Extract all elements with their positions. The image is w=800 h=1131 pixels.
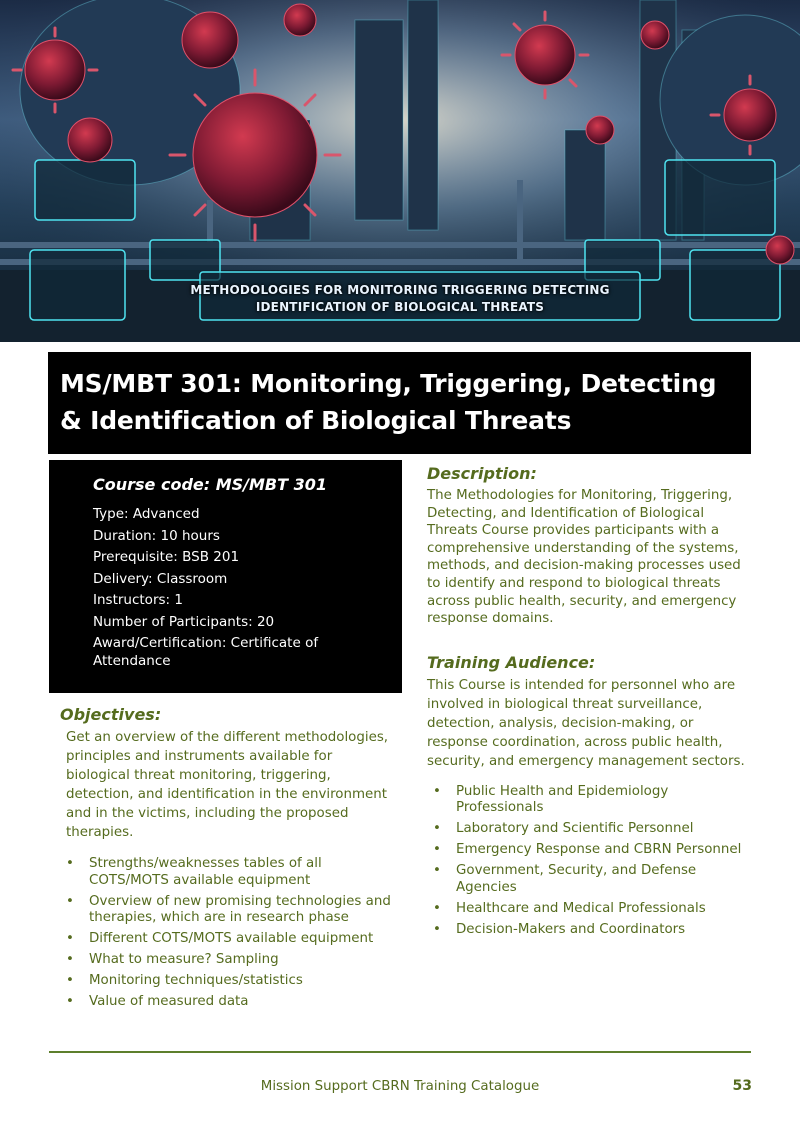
course-info-box xyxy=(49,460,402,693)
bullet-icon: • xyxy=(66,856,74,871)
training-audience-list xyxy=(427,784,757,939)
objectives-text: Get an overview of the different methodologies, principles and instruments available for biological threat monitoring, triggering, detection, and identification in the environment and in the victims, including the proposed therapies. xyxy=(66,730,389,840)
list-item: • Emergency Response and CBRN Personnel xyxy=(433,842,742,858)
course-code: Course code: MS/MBT 301 xyxy=(93,475,327,494)
training-audience-text: This Course is intended for personnel who are involved in biological threat surveillance, detection, analysis, decision-making, or response coordination, across public health, security, and emergency management sectors. xyxy=(427,677,745,769)
bullet-icon: • xyxy=(433,821,441,837)
bullet-icon: • xyxy=(433,900,441,916)
info-delivery: Delivery: Classroom xyxy=(93,570,228,587)
list-item: • Public Health and Epidemiology Professionals xyxy=(433,783,669,816)
bullet-icon: • xyxy=(66,931,74,946)
training-audience-title: Training Audience: xyxy=(427,652,596,672)
page-number: 53 xyxy=(732,1078,752,1094)
description-text: The Methodologies for Monitoring, Triggering, Detecting, and Identification of Biological Threats Course provides participants with a comprehensive understanding of the systems, methods, and decision-making processes used to identify and respond to biological threats across public health, security, and emergency response domains. xyxy=(427,488,741,627)
list-item: • Monitoring techniques/statistics xyxy=(66,973,303,988)
footer-divider xyxy=(49,1051,751,1053)
banner-caption xyxy=(150,282,650,316)
objectives-title: Objectives: xyxy=(60,705,162,724)
info-prerequisite: Prerequisite: BSB 201 xyxy=(93,549,240,565)
bullet-icon: • xyxy=(66,952,74,967)
objectives-section xyxy=(60,704,400,1015)
bullet-icon: • xyxy=(66,994,74,1009)
course-title-box xyxy=(48,352,751,454)
course-title xyxy=(60,365,739,439)
info-award: Award/Certification: Certificate of Attendance xyxy=(93,635,319,669)
description-audience-column xyxy=(427,463,757,943)
bullet-icon: • xyxy=(433,842,441,858)
list-item: • Decision-Makers and Coordinators xyxy=(433,921,686,937)
banner-caption-line-1: METHODOLOGIES FOR MONITORING TRIGGERING DETECTING xyxy=(190,283,610,297)
list-item: • Government, Security, and Defense Agencies xyxy=(433,863,697,895)
list-item: • Different COTS/MOTS available equipment xyxy=(66,931,374,946)
bullet-icon: • xyxy=(433,783,441,799)
list-item: • Value of measured data xyxy=(66,994,249,1009)
bullet-icon: • xyxy=(433,863,441,879)
list-item: • What to measure? Sampling xyxy=(66,952,279,967)
bullet-icon: • xyxy=(433,921,441,937)
info-duration: Duration: 10 hours xyxy=(93,527,220,544)
header-banner-image xyxy=(0,0,800,342)
banner-caption-line-2: IDENTIFICATION OF BIOLOGICAL THREATS xyxy=(255,300,545,314)
course-info-list xyxy=(93,506,392,670)
footer-catalogue-title: Mission Support CBRN Training Catalogue xyxy=(260,1079,540,1094)
list-item: • Strengths/weaknesses tables of all COTS/MOTS available equipment xyxy=(66,856,322,888)
info-type: Type: Advanced xyxy=(93,506,200,522)
objectives-list xyxy=(60,856,400,1011)
bullet-icon: • xyxy=(66,893,74,909)
list-item: • Healthcare and Medical Professionals xyxy=(433,900,706,916)
list-item: • Laboratory and Scientific Personnel xyxy=(433,821,694,837)
course-title-line-2: & Identification of Biological Threats xyxy=(60,406,572,435)
info-instructors: Instructors: 1 xyxy=(93,592,183,608)
list-item: • Overview of new promising technologies and therapies, which are in research phase xyxy=(66,893,391,925)
bullet-icon: • xyxy=(66,973,74,988)
info-participants: Number of Participants: 20 xyxy=(93,613,275,630)
description-title: Description: xyxy=(427,464,537,483)
course-title-line-1: MS/MBT 301: Monitoring, Triggering, Detecting xyxy=(60,369,717,398)
